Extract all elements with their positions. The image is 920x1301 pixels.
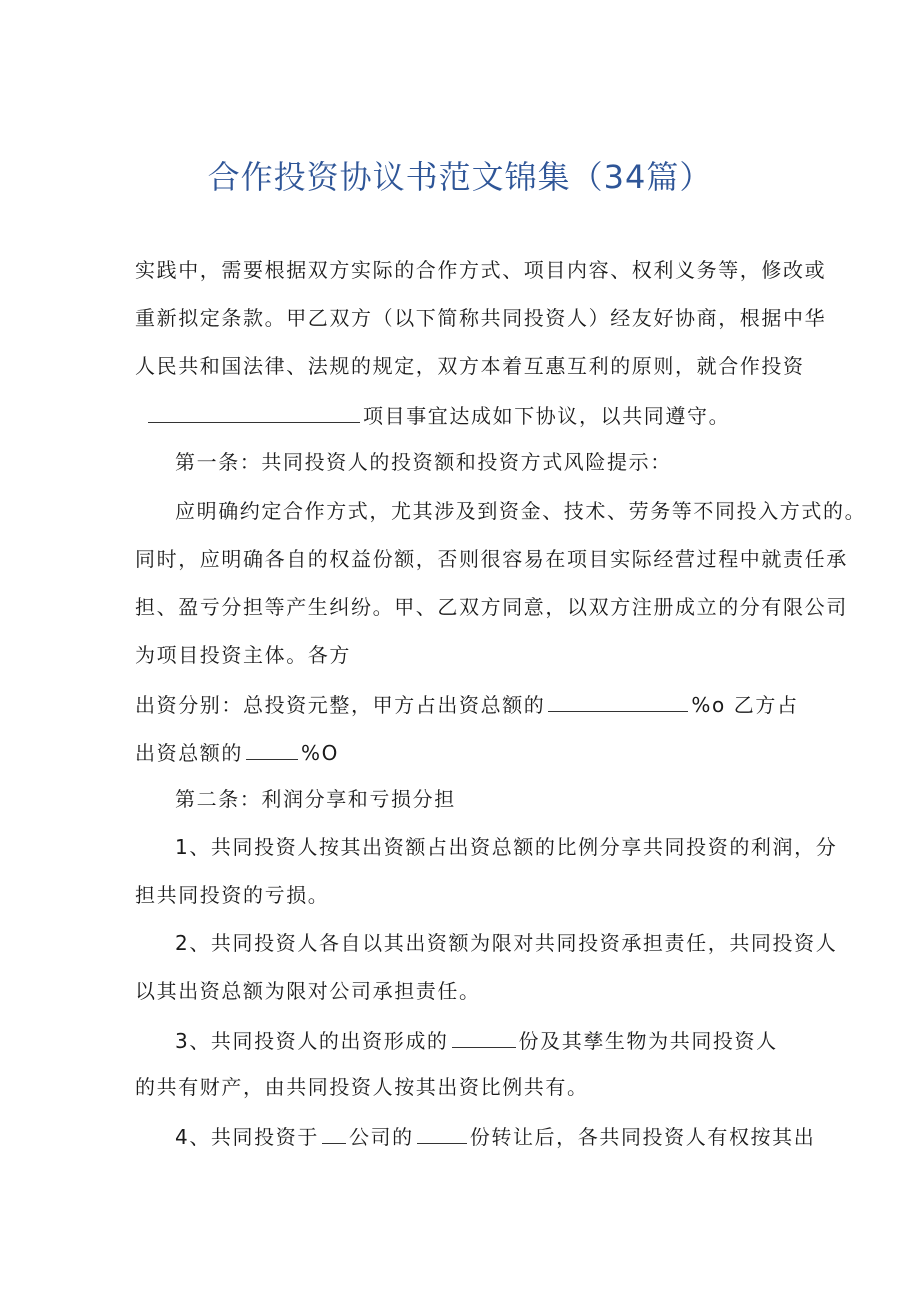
paragraph-text: 公司的: [348, 1125, 414, 1149]
article-heading: 第一条：共同投资人的投资额和投资方式风险提示：: [175, 450, 672, 474]
paragraph-text: %o 乙方占: [691, 693, 799, 717]
fill-in-blank: [548, 689, 688, 712]
paragraph-text: 4、共同投资于: [175, 1125, 319, 1149]
paragraph-text: 份及其孳生物为共同投资人: [518, 1029, 778, 1053]
paragraph-line: 重新拟定条款。甲乙双方（以下简称共同投资人）经友好协商，根据中华: [135, 306, 827, 330]
paragraph-text: %O: [301, 741, 339, 765]
paragraph-line: 担共同投资的亏损。: [135, 883, 330, 907]
document-title: 合作投资协议书范文锦集（34篇）: [207, 158, 713, 196]
paragraph-line: 实践中，需要根据双方实际的合作方式、项目内容、权利义务等，修改或: [135, 258, 827, 282]
paragraph-line: 为项目投资主体。各方: [135, 643, 351, 667]
fill-in-blank: [148, 400, 360, 423]
fill-in-blank: [452, 1025, 516, 1048]
paragraph-line: 2、共同投资人各自以其出资额为限对共同投资承担责任，共同投资人: [175, 931, 838, 955]
paragraph-text: 出资总额的: [135, 741, 243, 765]
paragraph-line: [135, 737, 339, 767]
fill-in-blank: [417, 1121, 467, 1144]
article-heading: 第二条：利润分享和亏损分担: [175, 787, 456, 811]
fill-in-blank: [322, 1121, 346, 1144]
paragraph-line: [135, 689, 799, 719]
paragraph-line: 以其出资总额为限对公司承担责任。: [135, 979, 481, 1003]
paragraph-text: 项目事宜达成如下协议，以共同遵守。: [363, 404, 731, 428]
paragraph-text: 3、共同投资人的出资形成的: [175, 1029, 449, 1053]
paragraph-line: 应明确约定合作方式，尤其涉及到资金、技术、劳务等不同投入方式的。: [175, 499, 867, 523]
paragraph-text: 出资分别：总投资元整，甲方占出资总额的: [135, 693, 546, 717]
fill-in-blank: [246, 737, 298, 760]
paragraph-line: 的共有财产，由共同投资人按其出资比例共有。: [135, 1075, 589, 1099]
paragraph-line: [175, 1121, 815, 1151]
paragraph-line: 人民共和国法律、法规的规定，双方本着互惠互利的原则，就合作投资: [135, 354, 805, 378]
paragraph-line: 同时，应明确各自的权益份额，否则很容易在项目实际经营过程中就责任承: [135, 547, 848, 571]
paragraph-line: 担、盈亏分担等产生纠纷。甲、乙双方同意，以双方注册成立的分有限公司: [135, 595, 848, 619]
paragraph-line: [175, 1025, 778, 1055]
paragraph-text: 份转让后，各共同投资人有权按其出: [469, 1125, 816, 1149]
paragraph-line: [145, 400, 730, 430]
paragraph-line: 1、共同投资人按其出资额占出资总额的比例分享共同投资的利润，分: [175, 835, 838, 859]
